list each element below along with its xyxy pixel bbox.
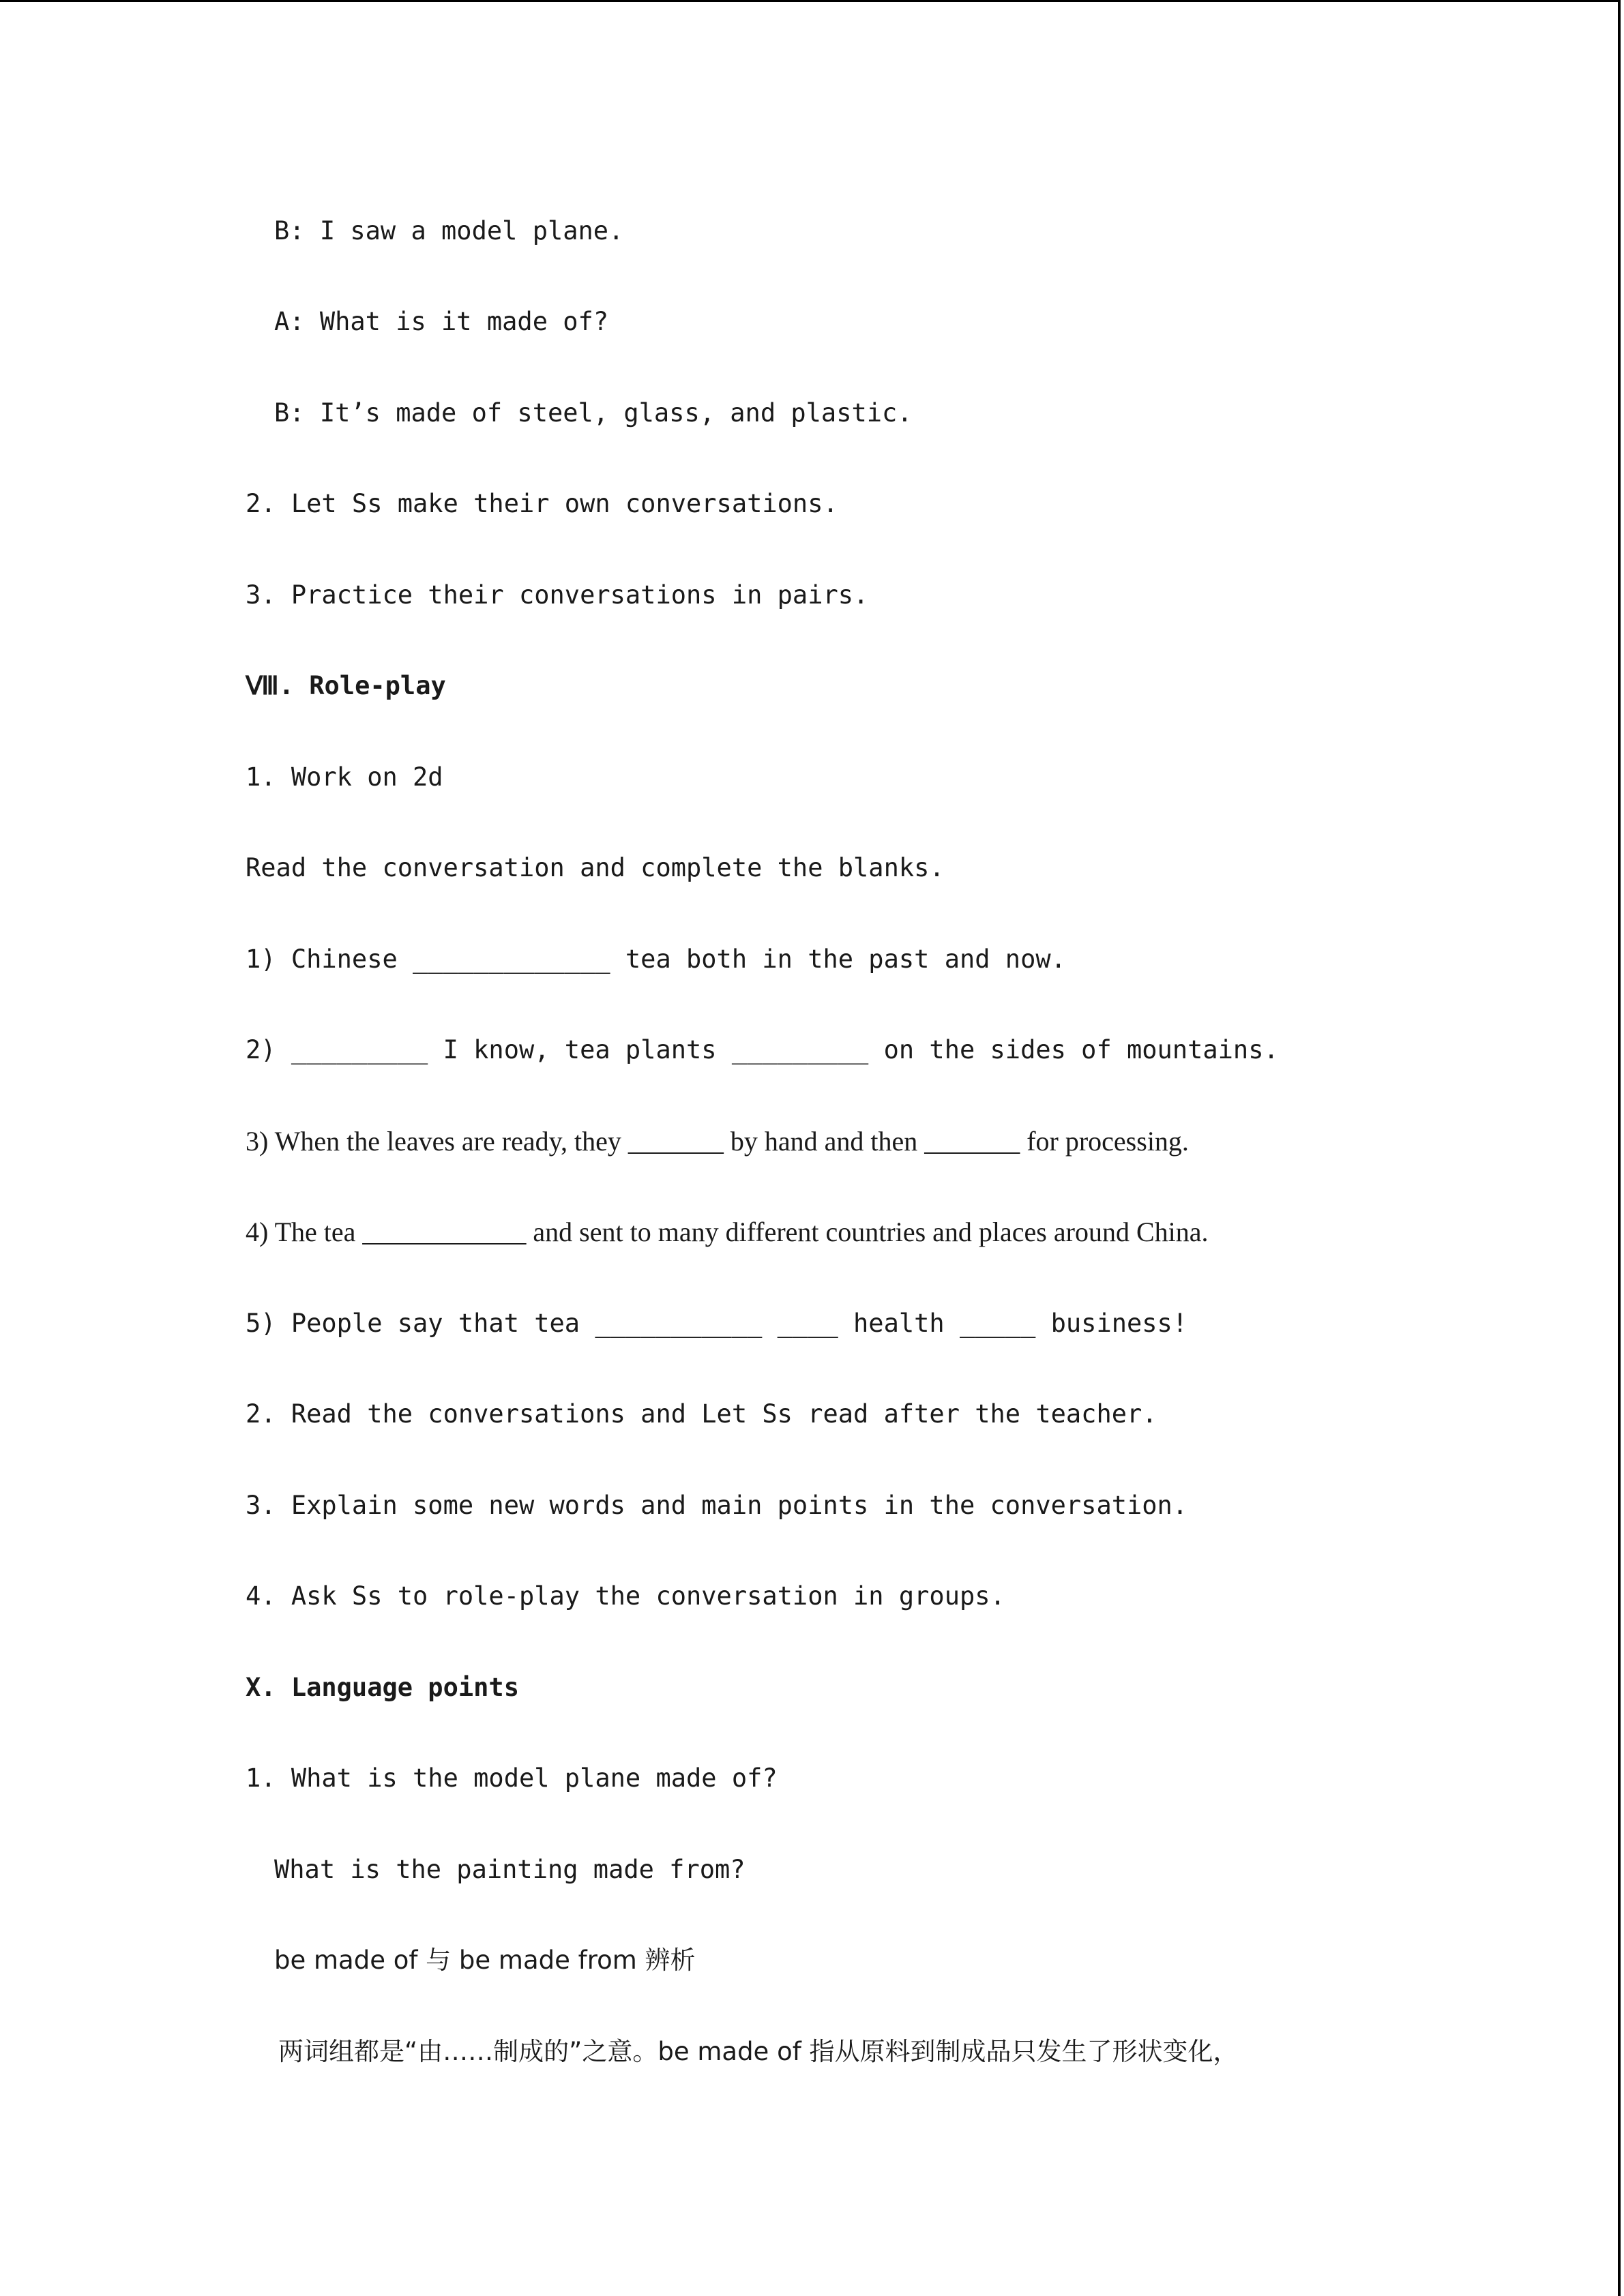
step-4-role-play-groups: 4. Ask Ss to role-play the conversation in groups. (246, 1581, 1005, 1611)
step-2-make-conversations: 2. Let Ss make their own conversations. (246, 489, 838, 518)
step-2-read-after-teacher: 2. Read the conversations and Let Ss read after the teacher. (246, 1399, 1157, 1429)
step-1-work-on-2d: 1. Work on 2d (246, 762, 443, 792)
language-point-1-example: What is the painting made from? (274, 1855, 745, 1884)
language-point-explanation: 两词组都是“由……制成的”之意。be made of 指从原料到制成品只发生了形状变化， (278, 2037, 1239, 2066)
dialogue-line-b1: B: I saw a model plane. (274, 216, 624, 245)
blank-item-1: 1) Chinese _____________ tea both in the past and now. (246, 944, 1066, 974)
instruction-complete-blanks: Read the conversation and complete the blanks. (246, 853, 945, 882)
language-point-1-question: 1. What is the model plane made of? (246, 1763, 778, 1793)
dialogue-line-b2: B: It’s made of steel, glass, and plastic. (274, 398, 913, 428)
blank-item-5: 5) People say that tea ___________ ____ health _____ business! (246, 1309, 1188, 1338)
blank-item-3: 3) When the leaves are ready, they _______ by hand and then _______ for processing. (246, 1126, 1189, 1157)
language-point-comparison-title: be made of 与 be made from 辨析 (274, 1945, 696, 1975)
section-heading-role-play: Ⅷ. Role-play (246, 671, 446, 700)
dialogue-line-a: A: What is it made of? (274, 307, 609, 336)
step-3-explain-words: 3. Explain some new words and main points in the conversation. (246, 1491, 1188, 1520)
section-heading-language-points: X. Language points (246, 1673, 519, 1702)
step-3-practice-pairs: 3. Practice their conversations in pairs. (246, 580, 869, 610)
blank-item-4: 4) The tea ____________ and sent to many different countries and places around China. (246, 1217, 1209, 1247)
blank-item-2: 2) _________ I know, tea plants _________ on the sides of mountains. (246, 1035, 1279, 1064)
